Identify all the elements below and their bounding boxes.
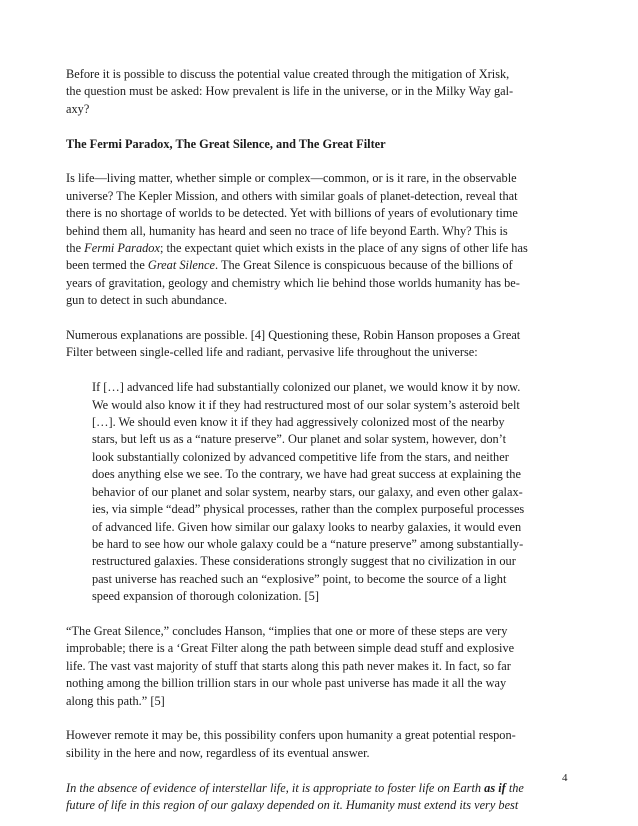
quote-line: speed expansion of thorough colonization. [5]	[92, 589, 319, 604]
text-line: Numerous explanations are possible. [4] Questioning these, Robin Hanson proposes a Great	[66, 328, 521, 343]
quote-line: does anything else we see. To the contrary, we have had great success at explaining the	[92, 467, 521, 482]
text-run: the	[66, 241, 85, 256]
text-line: sibility in the here and now, regardless of its eventual answer.	[66, 745, 370, 760]
emphasis-great-silence: Great Silence	[147, 258, 215, 273]
text-run: In the absence of evidence of interstellar life, it is appropriate to foster life on Earth	[66, 780, 485, 795]
text-line: axy?	[66, 101, 90, 116]
text-line: life. The vast vast majority of stuff that starts along this path never makes it. In fact, so far	[66, 658, 511, 673]
text-run: ; the expectant quiet which exists in the place of any signs of other life has	[159, 241, 528, 256]
text-line: “The Great Silence,” concludes Hanson, “implies that one or more of these steps are very	[66, 623, 508, 638]
fermi-paradox-paragraph	[66, 170, 576, 309]
text-line	[66, 257, 576, 274]
quote-line: stars, but left us as a “nature preserve”. Our planet and solar system, however, don’t	[92, 432, 507, 447]
text-line	[66, 780, 576, 797]
quote-line: ies, via simple “dead” physical processes, rather than the complex purposeful processes	[92, 502, 525, 517]
closing-italic-paragraph	[66, 780, 576, 815]
emphasis-fermi-paradox: Fermi Paradox	[84, 241, 160, 256]
explanations-paragraph	[66, 327, 576, 362]
block-quote	[66, 379, 576, 605]
text-run: been termed the	[66, 258, 148, 273]
document-page	[66, 66, 576, 814]
quote-line: We would also know it if they had restructured most of our solar system’s asteroid belt	[92, 397, 520, 412]
text-line: future of life in this region of our galaxy depended on it. Humanity must extend its very best	[66, 797, 519, 812]
quote-line: […]. We should even know it if they had aggressively colonized most of the nearby	[92, 415, 505, 430]
text-line: there is no shortage of worlds to be detected. Yet with billions of years of evolutionary time	[66, 206, 518, 221]
text-line	[66, 240, 576, 257]
text-line: However remote it may be, this possibility confers upon humanity a great potential respon-	[66, 728, 516, 743]
text-line: years of gravitation, geology and chemistry which lie behind those worlds humanity has be-	[66, 275, 520, 290]
text-run: . The Great Silence is conspicuous because of the billions of	[215, 258, 513, 273]
text-line: Filter between single-celled life and radiant, pervasive life throughout the universe:	[66, 345, 478, 360]
intro-paragraph	[66, 66, 576, 118]
quote-line: restructured galaxies. These considerations strongly suggest that no civilization in our	[92, 554, 516, 569]
text-run: the	[505, 780, 524, 795]
text-line: the question must be asked: How prevalent is life in the universe, or in the Milky Way gal-	[66, 84, 514, 99]
text-line: along this path.” [5]	[66, 693, 165, 708]
text-line: improbable; there is a ‘Great Filter along the path between simple dead stuff and explosive	[66, 641, 515, 656]
remote-paragraph	[66, 727, 576, 762]
quote-line: If […] advanced life had substantially colonized our planet, we would know it by now.	[92, 380, 521, 395]
text-line: Is life—living matter, whether simple or complex—common, or is it rare, in the observable	[66, 171, 517, 186]
section-heading: The Fermi Paradox, The Great Silence, and The Great Filter	[66, 136, 386, 151]
page-number: 4	[562, 772, 568, 784]
text-line: nothing among the billion trillion stars in our whole past universe has made it all the way	[66, 676, 507, 691]
quote-line: of advanced life. Given how similar our galaxy looks to nearby galaxies, it would even	[92, 519, 522, 534]
text-line: behind them all, humanity has heard and seen no trace of life beyond Earth. Why? This is	[66, 223, 508, 238]
emphasis-as-if: as if	[484, 780, 506, 795]
text-line: universe? The Kepler Mission, and others with similar goals of planet-detection, reveal that	[66, 188, 518, 203]
great-silence-paragraph	[66, 623, 576, 710]
text-line: gun to detect in such abundance.	[66, 293, 228, 308]
quote-line: past universe has reached such an “explosive” point, to become the source of a light	[92, 571, 507, 586]
quote-line: behavior of our planet and solar system, nearby stars, our galaxy, and even other galax-	[92, 484, 523, 499]
text-line: Before it is possible to discuss the potential value created through the mitigation of Xrisk,	[66, 67, 510, 81]
quote-line: look substantially colonized by advanced competitive life from the stars, and neither	[92, 449, 509, 464]
quote-line: be hard to see how our whole galaxy could be a “nature preserve” among substantially-	[92, 536, 524, 551]
